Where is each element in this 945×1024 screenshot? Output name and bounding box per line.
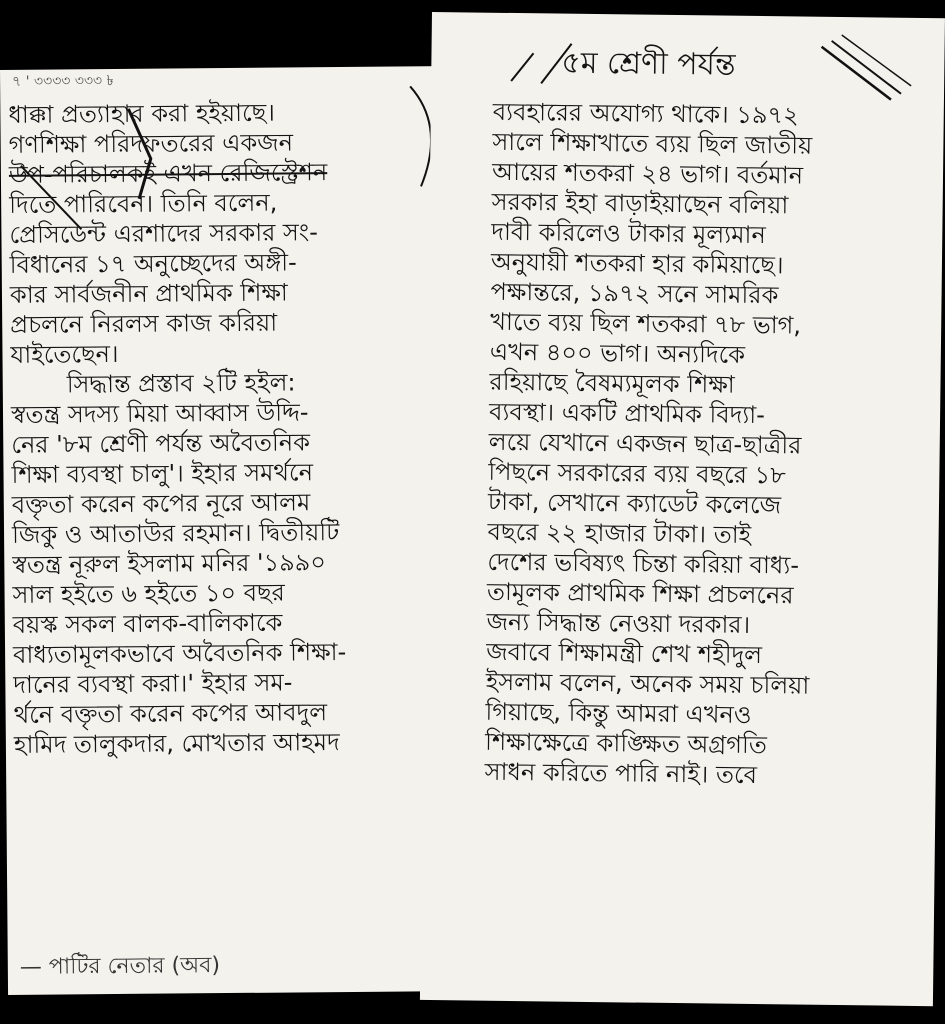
bottom-partial-line: — পাটির নেতার (অব) (19, 953, 221, 980)
text-line: খাতে ব্যয় ছিল শতকরা ৭৮ ভাগ, (490, 307, 802, 340)
text-line: গণশিক্ষা পরিদফতরের একজন (8, 128, 294, 159)
right-news-clipping (420, 12, 945, 1006)
text-line: দানের ব্যবস্থা করা।' ইহার সম- (13, 668, 293, 699)
text-line: সরকার ইহা বাড়াইয়াছেন বলিয়া (491, 187, 789, 220)
text-line: অনুযায়ী শতকরা হার কমিয়াছে। (490, 247, 784, 280)
left-column-text (8, 96, 476, 760)
text-line: বক্তৃতা করেন কপের নূরে আলম (11, 488, 311, 519)
text-line: ইসলাম বলেন, অনেক সময় চলিয়া (485, 667, 810, 700)
text-line: জিকু ও আতাউর রহমান। দ্বিতীয়টি (11, 518, 340, 549)
text-line: সালে শিক্ষাখাতে ব্যয় ছিল জাতীয় (492, 127, 813, 160)
text-line: স্বতন্ত্র নূরুল ইসলাম মনির '১৯৯০ (12, 548, 327, 579)
text-line: বাধ্যতামূলকভাবে অবৈতনিক শিক্ষা- (12, 638, 347, 669)
text-line: দিতে পারিবেন। তিনি বলেন, (9, 188, 278, 219)
text-line: স্বতন্ত্র সদস্য মিয়া আব্বাস উদ্দি- (10, 398, 309, 429)
text-line: এখন ৪০০ ভাগ। অন্যদিকে (489, 337, 746, 369)
text-line: গিয়াছে, কিন্তু আমরা এখনও (485, 697, 752, 729)
text-line: তামূলক প্রাথমিক শিক্ষা প্রচলনের (486, 577, 794, 610)
right-column-text (485, 97, 944, 792)
text-line: দেশের ভবিষ্যৎ চিন্তা করিয়া বাধ্য- (487, 547, 800, 580)
text-line: সিদ্ধান্ত প্রস্তাব ২টি হইল: (66, 368, 296, 399)
text-line: বিধানের ১৭ অনুচ্ছেদের অঙ্গী- (9, 248, 297, 279)
left-news-clipping (0, 66, 478, 995)
text-line: নের '৮ম শ্রেণী পর্যন্ত অবৈতনিক (11, 428, 311, 459)
text-line: শিক্ষাক্ষেত্রে কাঙ্ক্ষিত অগ্রগতি (484, 727, 768, 760)
text-line: কার সার্বজনীন প্রাথমিক শিক্ষা (9, 278, 288, 309)
text-line: যাইতেছেন। (10, 339, 119, 369)
text-line: সাধন করিতে পারি নাই। তবে (484, 757, 758, 790)
text-line: বয়স্ক সকল বালক-বালিকাকে (12, 608, 283, 639)
text-line: শিক্ষা ব্যবস্থা চালু'। ইহার সমর্থনে (11, 458, 314, 489)
text-line: ব্যবহারের অযোগ্য থাকে। ১৯৭২ (492, 97, 799, 130)
text-line: সাল হইতে ৬ হইতে ১০ বছর (12, 578, 285, 609)
text-line: রহিয়াছে বৈষম্যমূলক শিক্ষা (489, 367, 735, 399)
text-line: বছরে ২২ হাজার টাকা। তাই (487, 517, 752, 549)
text-line: লয়ে যেখানে একজন ছাত্র-ছাত্রীর (488, 427, 802, 460)
text-line: টাকা, সেখানে ক্যাডেট কলেজে (487, 487, 782, 520)
text-line: ধাক্কা প্রত্যাহার করা হইয়াছে। (8, 98, 275, 129)
headline: ৫ম শ্রেণী পর্যন্ত (561, 45, 736, 83)
text-line: উপ-পরিচালকই এখন রেজিস্ট্রেশন (8, 158, 328, 189)
text-line: প্রচলনে নিরলস কাজ করিয়া (10, 308, 278, 339)
text-line: হামিদ তালুকদার, মোখতার আহমদ (13, 728, 340, 759)
text-line: পক্ষান্তরে, ১৯৭২ সনে সামরিক (490, 277, 779, 310)
text-line: দাবী করিলেও টাকার মূল্যমান (491, 217, 766, 250)
text-line: প্রেসিডেন্ট এরশাদের সরকার সং- (9, 218, 318, 249)
text-line: আয়ের শতকরা ২৪ ভাগ। বর্তমান (491, 157, 804, 190)
text-line: র্থনে বক্তৃতা করেন কপের আবদুল (13, 698, 328, 729)
top-marks: ৭ ' ৩৩৩৩ ৩৩৩ ৳ (12, 73, 114, 90)
text-line: জন্য সিদ্ধান্ত নেওয়া দরকার। (486, 607, 751, 639)
text-line: জবাবে শিক্ষামন্ত্রী শেখ শহীদুল (486, 637, 763, 670)
text-line: পিছনে সরকারের ব্যয় বছরে ১৮ (488, 457, 786, 490)
text-line: ব্যবস্থা। একটি প্রাথমিক বিদ্যা- (488, 397, 766, 430)
